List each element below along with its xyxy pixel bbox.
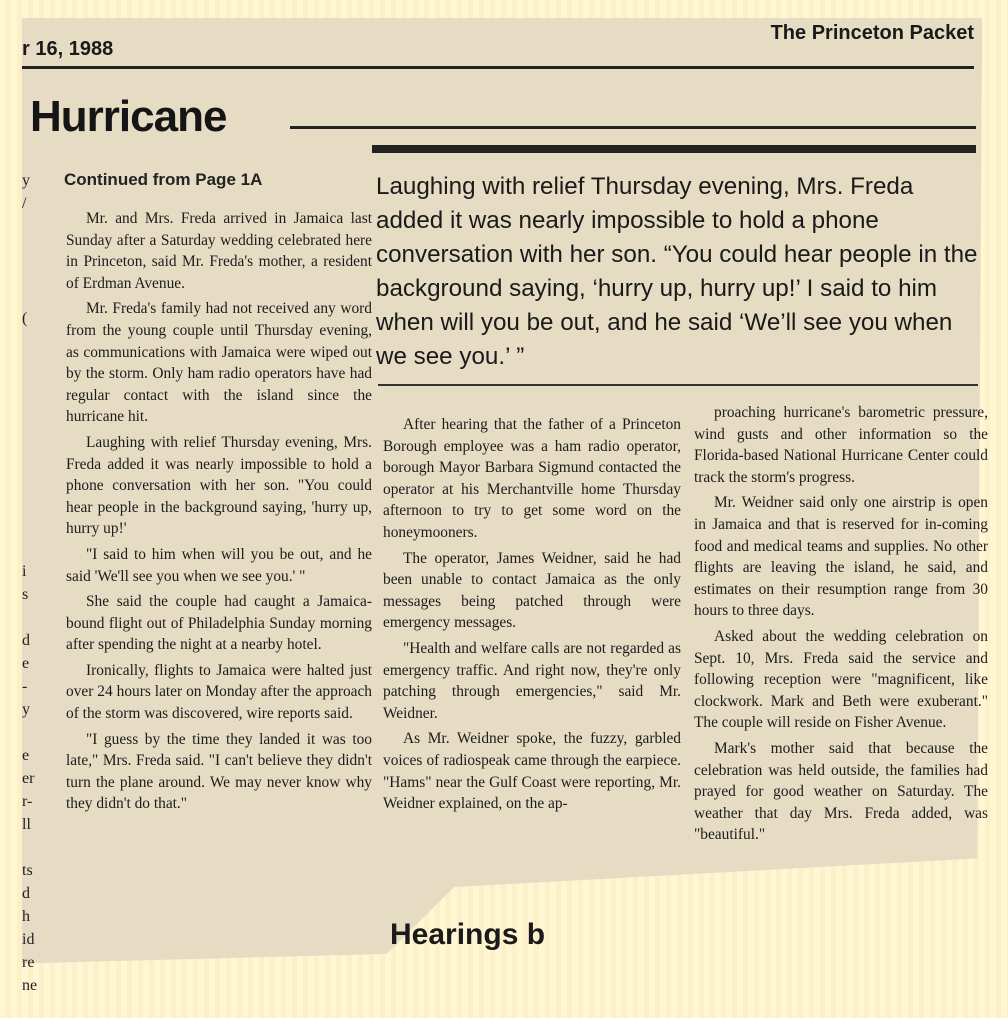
article-paragraph: After hearing that the father of a Princeton Borough employee was a ham radio operator, borough Mayor Barbara Sigmund contacted the operator at his Merchantville home Thursday afternoon to try to get some word on the honeymooners. xyxy=(383,416,681,541)
edge-fragment: d xyxy=(22,885,30,902)
article-paragraph: She said the couple had caught a Jamaica-bound flight out of Philadelphia Sunday morning after spending the night at a nearby hotel. xyxy=(66,593,372,654)
edge-fragment xyxy=(22,469,52,492)
article-column-3 xyxy=(694,402,988,850)
article-paragraph: Ironically, flights to Jamaica were halted just over 24 hours later on Monday after the approach of the storm was discovered, wire reports said. xyxy=(66,661,372,723)
pull-quote-top-rule xyxy=(372,145,976,153)
edge-fragment xyxy=(22,515,52,538)
edge-fragment xyxy=(22,538,52,561)
issue-date: r 16, 1988 xyxy=(22,38,114,60)
edge-fragment: e xyxy=(22,655,30,672)
edge-fragment xyxy=(22,722,52,745)
article-paragraph: Mr. Freda's family had not received any word from the young couple until Thursday evening, as communications with Jamaica were wiped out by the storm. Only ham radio operators have had regular contact with the island since the hurricane hit. xyxy=(66,300,372,426)
edge-fragment: ( xyxy=(22,310,28,327)
edge-fragment: y xyxy=(22,701,30,718)
edge-fragment: i xyxy=(22,563,27,580)
article-paragraph: Asked about the wedding celebration on Sept. 10, Mrs. Freda said the service and following reception were "magnificent, like clockwork. Mark and Beth were exuberant." The couple will reside on Fisher Avenue. xyxy=(694,627,988,732)
article-paragraph: Mr. and Mrs. Freda arrived in Jamaica last Sunday after a Saturday wedding celebrated here in Princeton, said Mr. Freda's mother, a resident of Erdman Avenue. xyxy=(66,210,372,292)
article-column-1 xyxy=(66,208,372,819)
next-article-headline: Hearings b xyxy=(390,918,546,951)
edge-fragment xyxy=(22,354,52,377)
edge-fragment: d xyxy=(22,632,30,649)
edge-fragment: s xyxy=(22,586,29,603)
article-paragraph: "Health and welfare calls are not regarded as emergency traffic. And right now, they're only patching through emergencies," said Mr. Weidner. xyxy=(383,639,681,722)
edge-fragment: er xyxy=(22,770,35,787)
article-column-2 xyxy=(383,414,681,819)
edge-fragment xyxy=(22,285,52,308)
edge-fragment xyxy=(22,423,52,446)
edge-fragment xyxy=(22,239,52,262)
edge-fragment: e xyxy=(22,747,30,764)
edge-fragment: ll xyxy=(22,816,31,833)
article-paragraph: As Mr. Weidner spoke, the fuzzy, garbled voices of radiospeak came through the earpiece. "Hams" near the Gulf Coast were reporting, Mr. Weidner explained, on the ap- xyxy=(383,730,681,813)
edge-fragment xyxy=(22,607,52,630)
left-edge-fragments xyxy=(22,170,52,998)
edge-fragment: y xyxy=(22,172,30,189)
edge-fragment xyxy=(22,216,52,239)
edge-fragment xyxy=(22,492,52,515)
edge-fragment xyxy=(22,837,52,860)
edge-fragment: id xyxy=(22,931,35,948)
article-paragraph: The operator, James Weidner, said he had been unable to contact Jamaica as the only messages being patched through were emergency messages. xyxy=(383,549,681,632)
edge-fragment: h xyxy=(22,908,30,925)
edge-fragment: r- xyxy=(22,793,33,810)
edge-fragment: re xyxy=(22,954,35,971)
article-headline: Hurricane xyxy=(30,92,227,141)
article-paragraph: Mr. Weidner said only one airstrip is open in Jamaica and that is reserved for in-coming food and medical teams and supplies. No other flights are leaving the island, he said, and estimates on their resumption range from 30 hours to three days. xyxy=(694,494,988,620)
article-paragraph: "I said to him when will you be out, and he said 'We'll see you when we see you.' " xyxy=(66,545,372,585)
article-paragraph: Mark's mother said that because the celebration was held outside, the families had prayed for good weather on Saturday. The weather that day Mrs. Freda added, was "beautiful." xyxy=(694,739,988,844)
headline-rule xyxy=(290,126,976,129)
newspaper-name: The Princeton Packet xyxy=(770,22,974,44)
edge-fragment: ts xyxy=(22,862,33,879)
edge-fragment xyxy=(22,400,52,423)
edge-fragment: / xyxy=(22,195,27,212)
edge-fragment xyxy=(22,331,52,354)
pull-quote: Laughing with relief Thursday evening, Mrs. Freda added it was nearly impossible to hold a phone conversation with her son. “You could hear people in the background saying, ‘hurry up, hurry up!’ I said to him when will you be out, and he said ‘We’ll see you when we see you.’ ” xyxy=(376,173,978,370)
article-paragraph: "I guess by the time they landed it was too late," Mrs. Freda said. "I can't believe they didn't turn the plane around. We may never know why they didn't do that." xyxy=(66,730,372,813)
edge-fragment xyxy=(22,446,52,469)
article-paragraph: proaching hurricane's barometric pressure, wind gusts and other information so the Florida-based National Hurricane Center could track the storm's progress. xyxy=(694,404,988,486)
edge-fragment: ne xyxy=(22,977,38,994)
pull-quote-bottom-rule xyxy=(378,384,978,386)
article-paragraph: Laughing with relief Thursday evening, Mrs. Freda added it was nearly impossible to hold a phone conversation with her son. "You could hear people in the background saying, 'hurry up, hurry up!' xyxy=(66,433,372,538)
edge-fragment xyxy=(22,377,52,400)
edge-fragment: - xyxy=(22,678,28,695)
continued-line: Continued from Page 1A xyxy=(64,170,263,189)
header-rule xyxy=(22,66,974,69)
edge-fragment xyxy=(22,262,52,285)
